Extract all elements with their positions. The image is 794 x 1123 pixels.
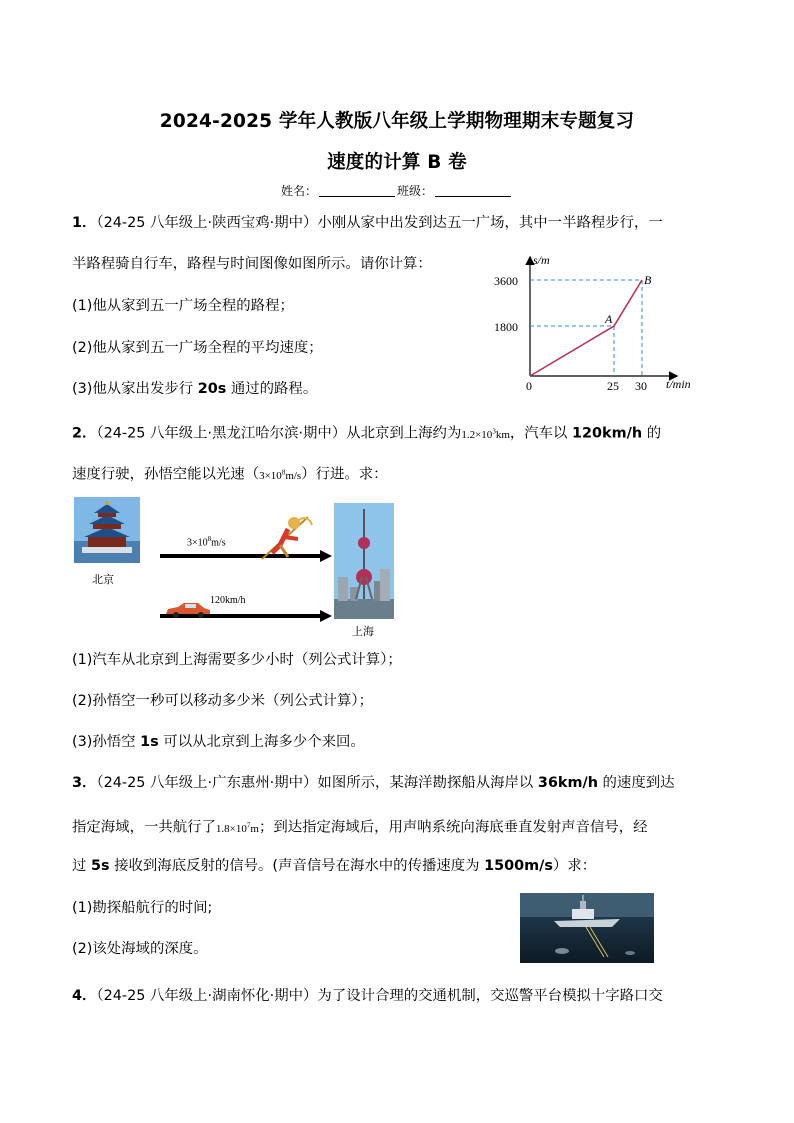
class-blank[interactable]: [435, 186, 511, 197]
q3-sub1: (1)勘探船航行的时间;: [72, 900, 213, 916]
q3-line3: 过 5s 接收到海底反射的信号。(声音信号在海水中的传播速度为 1500m/s）求：: [72, 858, 597, 874]
q1-sub2: (2)他从家到五一广场全程的平均速度；: [72, 340, 323, 356]
q3-line1: 3．（24-25 八年级上·广东惠州·期中）如图所示，某海洋勘探船从海岸以 36km/h 的速度到达: [72, 775, 675, 791]
q1-line2: 半路程骑自行车，路程与时间图像如图所示。请你计算：: [72, 256, 432, 272]
shanghai-tower-image: [334, 503, 394, 619]
q2-sub1: (1)汽车从北京到上海需要多少小时（列公式计算）；: [72, 652, 402, 668]
point-b-label: B: [644, 273, 652, 287]
origin-label: 0: [526, 379, 532, 393]
y-axis-label: s/m: [533, 253, 550, 267]
shanghai-label: 上海: [352, 625, 374, 638]
q2-sub2: (2)孙悟空一秒可以移动多少米（列公式计算）；: [72, 693, 373, 709]
q2-figure: [72, 493, 402, 638]
car-speed-label: 120km/h: [210, 595, 246, 606]
beijing-label: 北京: [92, 573, 114, 586]
name-blank[interactable]: [319, 186, 395, 197]
q2-sub3: (3)孙悟空 1s 可以从北京到上海多少个来回。: [72, 734, 365, 750]
q4-line1: 4．（24-25 八年级上·湖南怀化·期中）为了设计合理的交通机制，交巡警平台模拟十字路口交: [72, 988, 663, 1004]
monkey-king-image: [258, 513, 316, 563]
series-line: [530, 280, 642, 376]
survey-ship-sonar-image: [520, 893, 654, 963]
light-speed-label: $3\times 10^8m/s$: [187, 535, 226, 549]
tick-label-1800: 1800: [494, 320, 518, 334]
q3-line2: 指定海域，一共航行了$1.8\times 10^7m$；到达指定海域后，用声呐系统向海底垂直发射声音信号，经: [72, 819, 648, 836]
page-subtitle: 速度的计算 B 卷: [327, 152, 467, 173]
q1-distance-time-graph: [488, 250, 708, 395]
point-a-label: A: [605, 312, 613, 326]
q2-line2: 速度行驶，孙悟空能以光速$(3\times 10^8m/s)$行进。求：: [72, 466, 388, 483]
q1-line1: [72, 213, 663, 233]
tick-label-25: 25: [607, 379, 619, 393]
q2-number: 2．: [72, 425, 97, 442]
q1-sub1: (1)他从家到五一广场全程的路程；: [72, 298, 294, 314]
page-title: 2024-2025 学年人教版八年级上学期物理期末专题复习: [159, 111, 635, 132]
q2-line1: 2．（24-25 八年级上·黑龙江哈尔滨·期中）从北京到上海约为$1.2\times 10^3km$，汽车以 120km/h 的: [72, 425, 662, 442]
q3-number: 3．: [72, 775, 97, 791]
tick-label-30: 30: [635, 379, 647, 393]
tick-label-3600: 3600: [494, 274, 518, 288]
x-axis-label: t/min: [666, 377, 691, 391]
beijing-temple-image: [74, 497, 140, 563]
q1-number: 1．: [72, 215, 97, 231]
name-label: 姓名：: [280, 184, 317, 198]
q1-text1: （24-25 八年级上·陕西宝鸡·期中）小刚从家中出发到达五一广场，其中一半路程步行，一: [96, 215, 663, 231]
class-label: 班级：: [397, 184, 434, 198]
car-image: [164, 601, 212, 619]
name-class-line: [0, 182, 794, 199]
q1-sub3: (3)他从家出发步行 20s 通过的路程。: [72, 381, 318, 397]
q3-sub2: (2)该处海域的深度。: [72, 941, 208, 957]
q4-number: 4．: [72, 988, 97, 1004]
